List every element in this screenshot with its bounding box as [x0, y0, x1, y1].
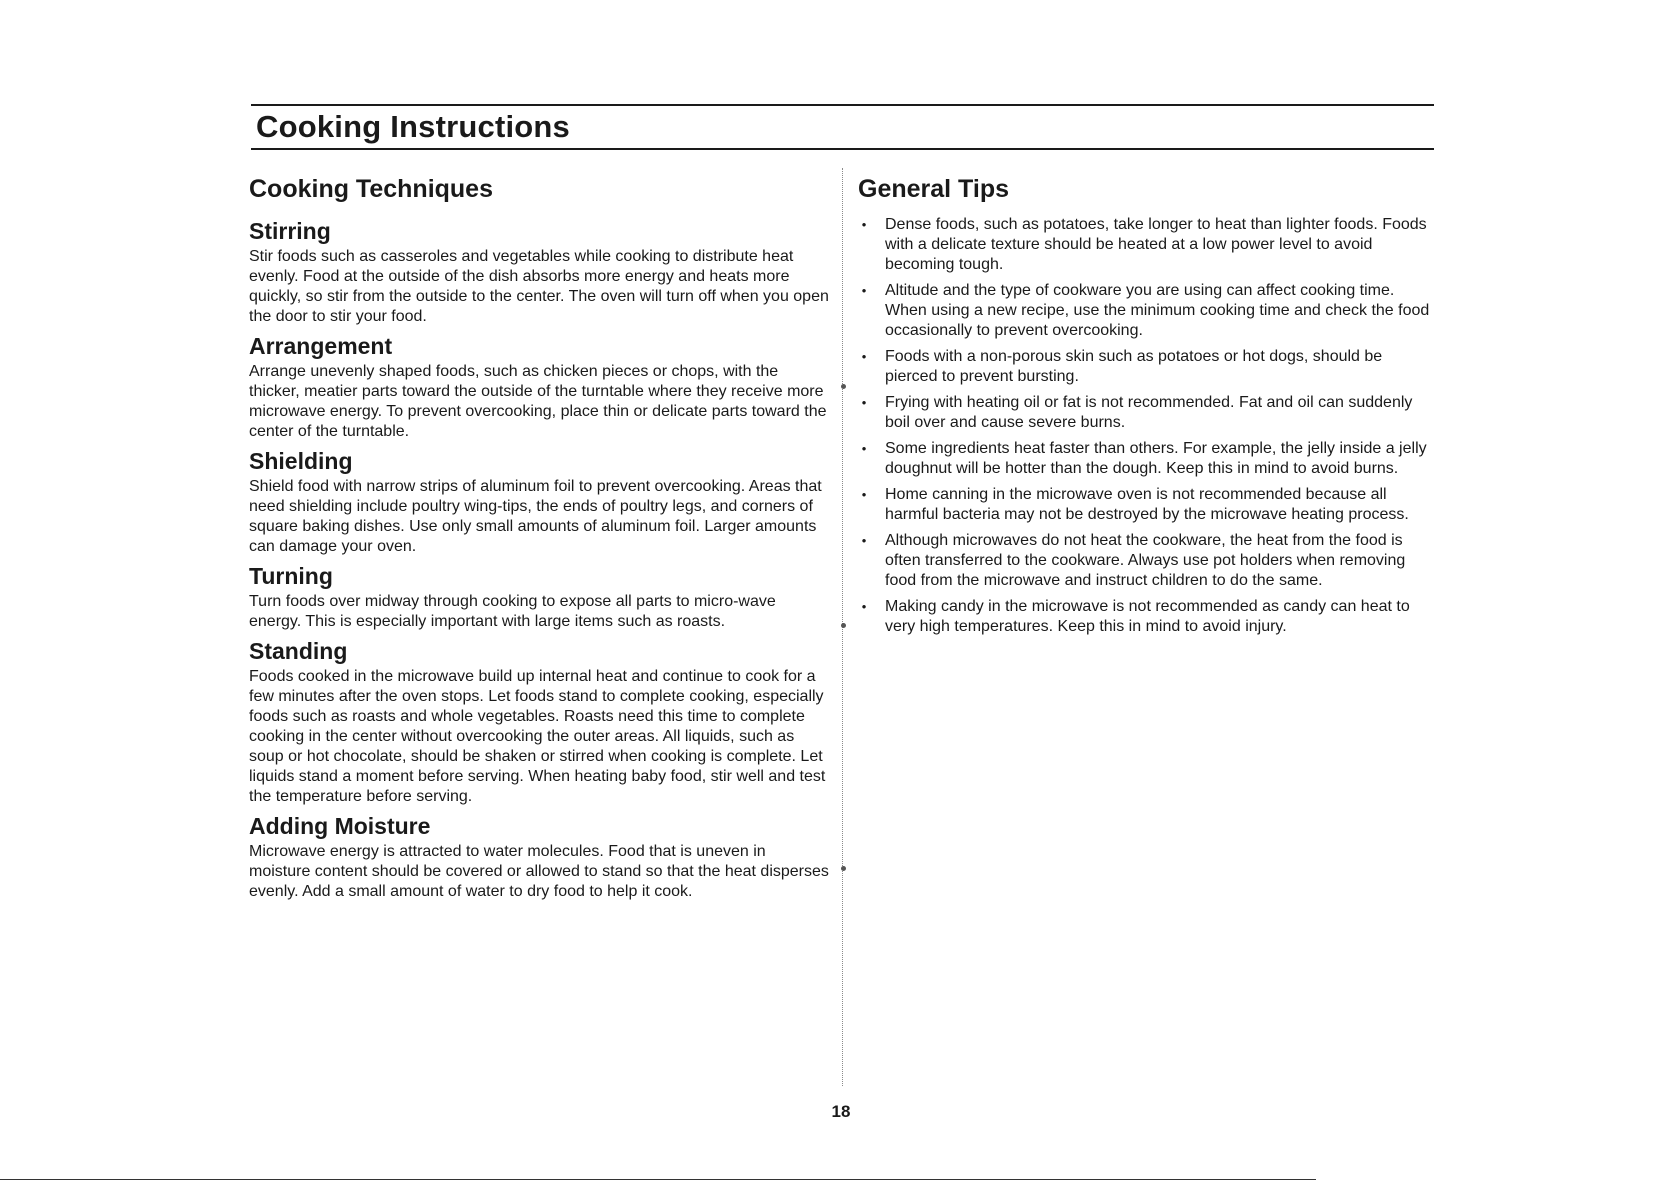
- section-text: Stir foods such as casseroles and vegetables while cooking to distribute heat evenly. Food at the outside of the dish absorbs more energy and heats more quickly, so stir from the outside to the center. The oven will turn off when you open the door to stir your food.: [249, 248, 829, 325]
- bullet-icon: •: [861, 217, 867, 232]
- page-number: 18: [831, 1102, 851, 1121]
- tip-item: [858, 531, 1438, 591]
- tip-item: [858, 393, 1438, 433]
- tip-item: [858, 439, 1438, 479]
- binder-hole: [841, 866, 846, 871]
- section-standing: [249, 635, 829, 807]
- cooking-techniques-title: Cooking Techniques: [249, 175, 493, 203]
- section-heading: Standing: [249, 638, 348, 664]
- tip-item: [858, 347, 1438, 387]
- bullet-icon: •: [861, 599, 867, 614]
- bullet-icon: •: [861, 349, 867, 364]
- section-arrangement: [249, 330, 829, 442]
- tip-text: Foods with a non-porous skin such as potatoes or hot dogs, should be pierced to prevent bursting.: [885, 348, 1383, 385]
- tip-text: Making candy in the microwave is not recommended as candy can heat to very high temperatures. Keep this in mind to avoid injury.: [885, 598, 1410, 635]
- tip-text: Frying with heating oil or fat is not recommended. Fat and oil can suddenly boil over and cause severe burns.: [885, 394, 1413, 431]
- binder-hole: [841, 384, 846, 389]
- section-heading: Stirring: [249, 218, 331, 244]
- section-text: Microwave energy is attracted to water molecules. Food that is uneven in moisture content should be covered or allowed to stand so that the heat disperses evenly. Add a small amount of water to dry food to help it cook.: [249, 843, 829, 900]
- bullet-icon: •: [861, 283, 867, 298]
- cooking-techniques-column: [249, 171, 829, 905]
- tip-text: Although microwaves do not heat the cookware, the heat from the food is often transferred to the cookware. Always use pot holders when removing food from the microwave and instruct children to do the same.: [885, 532, 1406, 589]
- tip-item: [858, 281, 1438, 341]
- section-heading: Shielding: [249, 448, 353, 474]
- tip-text: Home canning in the microwave oven is not recommended because all harmful bacteria may not be destroyed by the microwave heating process.: [885, 486, 1409, 523]
- tip-text: Altitude and the type of cookware you are using can affect cooking time. When using a new recipe, use the minimum cooking time and check the food occasionally to prevent overcooking.: [885, 282, 1430, 339]
- section-text: Shield food with narrow strips of aluminum foil to prevent overcooking. Areas that need shielding include poultry wing-tips, the ends of poultry legs, and corners of square baking dishes. Use only small amounts of aluminum foil. Larger amounts can damage your oven.: [249, 478, 822, 555]
- general-tips-column: [858, 171, 1438, 643]
- section-shielding: [249, 445, 829, 557]
- page-title: Cooking Instructions: [256, 109, 570, 144]
- bullet-icon: •: [861, 533, 867, 548]
- binder-hole: [841, 623, 846, 628]
- section-heading: Turning: [249, 563, 333, 589]
- section-stirring: [249, 215, 829, 327]
- tips-list: [858, 215, 1438, 637]
- section-text: Foods cooked in the microwave build up internal heat and continue to cook for a few minutes after the oven stops. Let foods stand to complete cooking, especially foods such as roasts and whole vegetables. Roasts need this time to complete cooking in the center without overcooking the outer areas. All liquids, such as soup or hot chocolate, should be shaken or stirred when cooking is complete. Let liquids stand a moment before serving. When heating baby food, stir well and test the temperature before serving.: [249, 668, 826, 805]
- section-text: Turn foods over midway through cooking to expose all parts to micro-wave energy. This is especially important with large items such as roasts.: [249, 593, 776, 630]
- page-bottom-rule: [0, 1179, 1316, 1180]
- tip-item: [858, 485, 1438, 525]
- section-heading: Adding Moisture: [249, 813, 431, 839]
- bullet-icon: •: [861, 441, 867, 456]
- section-text: Arrange unevenly shaped foods, such as chicken pieces or chops, with the thicker, meatier parts toward the outside of the turntable where they receive more microwave energy. To prevent overcooking, place thin or delicate parts toward the center of the turntable.: [249, 363, 827, 440]
- tip-item: [858, 597, 1438, 637]
- page-header: [251, 104, 1434, 150]
- bullet-icon: •: [861, 395, 867, 410]
- section-turning: [249, 560, 829, 632]
- tip-text: Some ingredients heat faster than others. For example, the jelly inside a jelly doughnut will be hotter than the dough. Keep this in mind to avoid burns.: [885, 440, 1427, 477]
- section-heading: Arrangement: [249, 333, 393, 359]
- general-tips-title: General Tips: [858, 175, 1009, 203]
- section-adding-moisture: [249, 810, 829, 902]
- tip-text: Dense foods, such as potatoes, take longer to heat than lighter foods. Foods with a delicate texture should be heated at a low power level to avoid becoming tough.: [885, 216, 1427, 273]
- bullet-icon: •: [861, 487, 867, 502]
- tip-item: [858, 215, 1438, 275]
